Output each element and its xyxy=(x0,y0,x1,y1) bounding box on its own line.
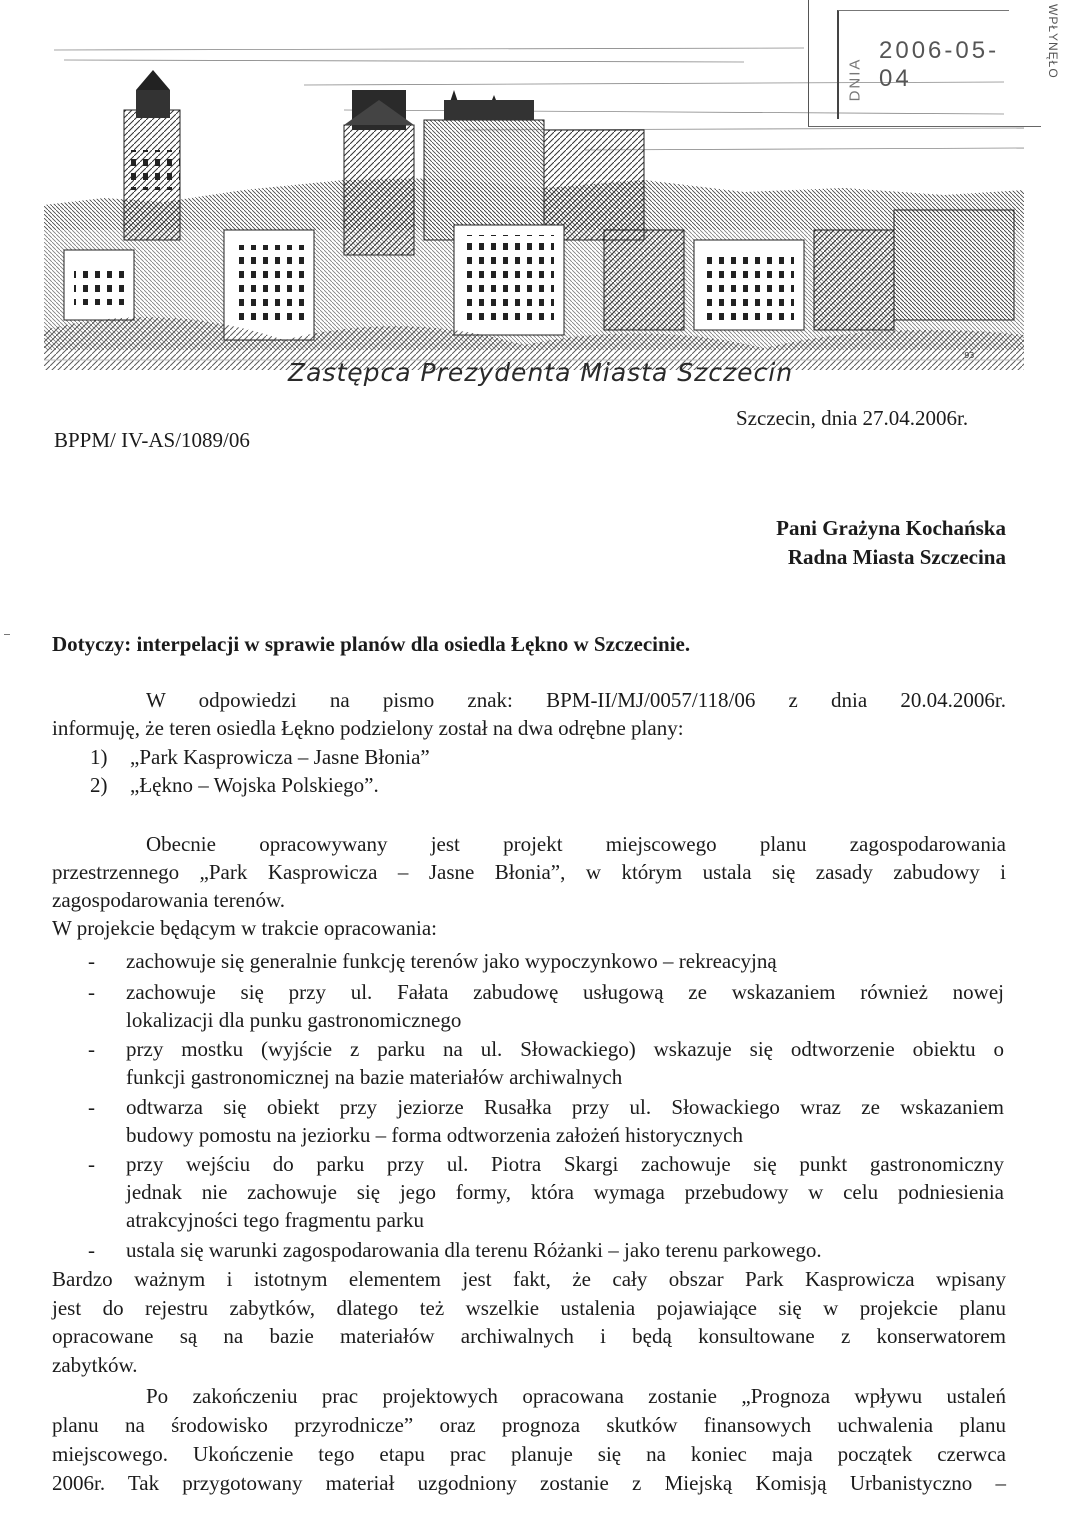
paragraph-line: przestrzennego „Park Kasprowicza – Jasne Błonia”, w którym ustala się zasady zabudowy i xyxy=(52,860,1006,884)
bullet-line: jednak nie zachowuje się jego formy, która wymaga przebudowy w celu podniesienia xyxy=(126,1180,1004,1204)
plan-name: „Park Kasprowicza – Jasne Błonia” xyxy=(130,745,430,769)
paragraph-line: miejscowego. Ukończenie tego etapu prac planuje się na koniec maja początek czerwca xyxy=(52,1442,1006,1466)
bullet-dash: - xyxy=(88,980,95,1004)
paragraph-line: 2006r. Tak przygotowany materiał uzgodniony zostanie z Miejską Komisją Urbanistyczno – xyxy=(52,1471,1006,1495)
plan-name: „Łękno – Wojska Polskiego”. xyxy=(130,773,379,797)
recipient-name: Pani Grażyna Kochańska xyxy=(776,516,1006,540)
bullet-line: funkcji gastronomicznej na bazie materiałów archiwalnych xyxy=(126,1065,623,1089)
bullet-dash: - xyxy=(88,1037,95,1061)
bullet-line: odtwarza się obiekt przy jeziorze Rusałka przy ul. Słowackiego wraz ze wskazaniem xyxy=(126,1095,1004,1119)
received-stamp xyxy=(808,0,1041,127)
letterhead-title: Zastępca Prezydenta Miasta Szczecin xyxy=(288,358,794,387)
bullet-line: ustala się warunki zagospodarowania dla terenu Różanki – jako terenu parkowego. xyxy=(126,1238,822,1262)
bullet-line: budowy pomostu na jeziorku – forma odtworzenia założeń historycznych xyxy=(126,1123,743,1147)
paragraph-line: informuję, że teren osiedla Łękno podzielony został na dwa odrębne plany: xyxy=(52,716,684,740)
bullet-line: atrakcyjności tego fragmentu parku xyxy=(126,1208,424,1232)
paragraph-line: opracowane są na bazie materiałów archiwalnych i będą konsultowane z konserwatorem xyxy=(52,1324,1006,1348)
bullet-dash: - xyxy=(88,949,95,973)
plan-number: 1) xyxy=(90,745,108,769)
reference-number: BPPM/ IV-AS/1089/06 xyxy=(54,428,250,452)
paragraph-line: zabytków. xyxy=(52,1353,138,1377)
paragraph-line: Bardzo ważnym i istotnym elementem jest fakt, że cały obszar Park Kasprowicza wpisany xyxy=(52,1267,1006,1291)
list-intro: W projekcie będącym w trakcie opracowania: xyxy=(52,916,438,940)
bullet-dash: - xyxy=(88,1152,95,1176)
bullet-line: przy mostku (wyjście z parku na ul. Słowackiego) wskazuje się odtworzenie obiektu o xyxy=(126,1037,1004,1061)
paragraph-line: zagospodarowania terenów. xyxy=(52,888,286,912)
paragraph-line: jest do rejestru zabytków, dlatego też wszelkie ustalenia pojawiające się w projekcie planu xyxy=(52,1296,1006,1320)
paragraph-line: planu na środowisko przyrodnicze” oraz prognoza skutków finansowych uchwalenia planu xyxy=(52,1413,1006,1437)
paragraph-line: Obecnie opracowywany jest projekt miejscowego planu zagospodarowania xyxy=(146,832,1006,856)
subject-line: Dotyczy: interpelacji w sprawie planów dla osiedla Łękno w Szczecinie. xyxy=(52,632,691,656)
stamp-day-label: DNIA xyxy=(846,57,864,102)
svg-text:'93: '93 xyxy=(962,351,975,360)
stamp-date: 2006-05-04 xyxy=(879,37,1000,92)
paragraph-line: W odpowiedzi na pismo znak: BPM-II/MJ/0057/118/06 z dnia 20.04.2006r. xyxy=(146,688,1006,712)
stamp-received-label: WPŁYNĘŁO xyxy=(1046,4,1060,79)
place-and-date: Szczecin, dnia 27.04.2006r. xyxy=(736,406,969,430)
margin-mark xyxy=(4,634,10,635)
plan-number: 2) xyxy=(90,773,108,797)
stamp-frame xyxy=(837,10,1009,119)
bullet-line: zachowuje się przy ul. Fałata zabudowę usługową ze wskazaniem również nowej xyxy=(126,980,1004,1004)
bullet-line: lokalizacji dla punku gastronomicznego xyxy=(126,1008,462,1032)
bullet-line: przy wejściu do parku przy ul. Piotra Skargi zachowuje się punkt gastronomiczny xyxy=(126,1152,1004,1176)
paragraph-line: Po zakończeniu prac projektowych opracowana zostanie „Prognoza wpływu ustaleń xyxy=(146,1384,1006,1408)
bullet-line: zachowuje się generalnie funkcję terenów jako wypoczynkowo – rekreacyjną xyxy=(126,949,777,973)
recipient-title: Radna Miasta Szczecina xyxy=(787,545,1006,569)
bullet-dash: - xyxy=(88,1238,95,1262)
bullet-dash: - xyxy=(88,1095,95,1119)
